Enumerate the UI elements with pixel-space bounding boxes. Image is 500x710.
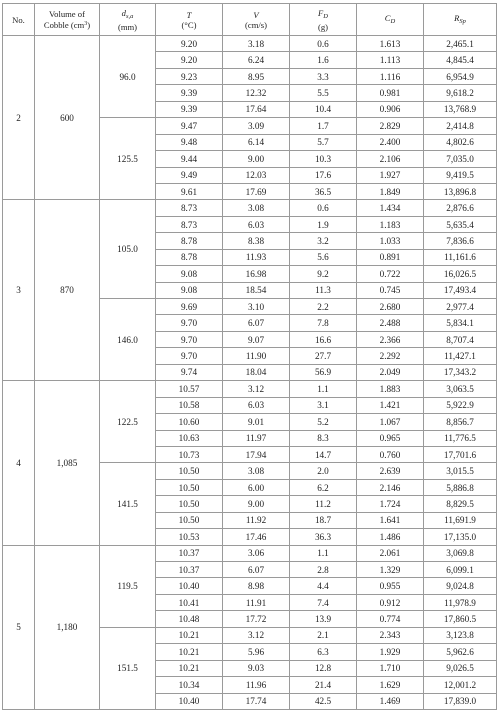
cell-reynolds: 5,922.9 [424,397,497,413]
cell-drag-force: 36.3 [290,529,357,545]
cell-drag-force: 36.5 [290,183,357,199]
cell-drag-coefficient: 1.434 [357,200,424,216]
cell-velocity: 8.98 [223,578,290,594]
cell-velocity: 5.96 [223,644,290,660]
cell-temperature: 10.21 [156,627,223,643]
cell-velocity: 9.00 [223,151,290,167]
cell-temperature: 10.58 [156,397,223,413]
cell-reynolds: 17,860.5 [424,611,497,627]
cell-drag-force: 5.6 [290,249,357,265]
cell-drag-coefficient: 0.722 [357,266,424,282]
cell-drag-force: 5.2 [290,414,357,430]
cell-drag-force: 14.7 [290,446,357,462]
cell-drag-coefficient: 1.329 [357,562,424,578]
cell-diameter: 119.5 [100,545,156,627]
cell-drag-coefficient: 1.629 [357,677,424,693]
cell-drag-force: 7.8 [290,315,357,331]
cell-diameter: 141.5 [100,463,156,545]
cell-reynolds: 2,977.4 [424,299,497,315]
header-no: No. [3,4,35,36]
cell-velocity: 11.90 [223,348,290,364]
cell-temperature: 9.08 [156,282,223,298]
cell-velocity: 3.10 [223,299,290,315]
cell-drag-force: 5.7 [290,134,357,150]
cell-velocity: 17.46 [223,529,290,545]
cell-reynolds: 11,161.6 [424,249,497,265]
table-row [3,36,497,52]
cell-temperature: 10.50 [156,479,223,495]
header-drag-coefficient: $C_D$ [357,4,424,36]
cell-reynolds: 5,886.8 [424,479,497,495]
cell-drag-force: 9.2 [290,266,357,282]
cell-drag-force: 4.4 [290,578,357,594]
cell-drag-force: 3.3 [290,68,357,84]
cell-drag-coefficient: 2.292 [357,348,424,364]
cell-temperature: 10.37 [156,562,223,578]
cell-velocity: 17.94 [223,446,290,462]
cell-temperature: 9.23 [156,68,223,84]
cell-temperature: 10.50 [156,496,223,512]
cell-drag-coefficient: 2.488 [357,315,424,331]
cell-temperature: 10.41 [156,594,223,610]
data-table [2,3,497,710]
cell-temperature: 10.40 [156,578,223,594]
cell-drag-force: 11.3 [290,282,357,298]
cell-drag-coefficient: 2.400 [357,134,424,150]
cell-diameter: 146.0 [100,299,156,381]
cell-drag-coefficient: 1.929 [357,644,424,660]
cell-velocity: 12.03 [223,167,290,183]
cell-drag-force: 2.0 [290,463,357,479]
cell-drag-coefficient: 1.183 [357,216,424,232]
cell-reynolds: 6,954.9 [424,68,497,84]
cell-drag-coefficient: 0.760 [357,446,424,462]
cell-reynolds: 3,123.8 [424,627,497,643]
cell-reynolds: 2,465.1 [424,36,497,52]
cell-temperature: 10.73 [156,446,223,462]
cell-diameter: 96.0 [100,36,156,118]
cell-drag-coefficient: 0.891 [357,249,424,265]
cell-reynolds: 3,069.8 [424,545,497,561]
cell-drag-coefficient: 2.061 [357,545,424,561]
cell-temperature: 10.60 [156,414,223,430]
cell-drag-force: 6.3 [290,644,357,660]
cell-temperature: 8.78 [156,233,223,249]
cell-group-no: 4 [3,381,35,545]
cell-reynolds: 2,414.8 [424,118,497,134]
cell-temperature: 10.21 [156,660,223,676]
cell-temperature: 10.63 [156,430,223,446]
cell-velocity: 12.32 [223,85,290,101]
cell-drag-force: 56.9 [290,364,357,380]
table-row [3,545,497,561]
cell-velocity: 6.03 [223,397,290,413]
cell-drag-coefficient: 0.912 [357,594,424,610]
cell-reynolds: 9,419.5 [424,167,497,183]
cell-drag-coefficient: 1.849 [357,183,424,199]
cell-drag-force: 16.6 [290,331,357,347]
cell-cobble-volume: 870 [35,200,100,381]
cell-reynolds: 2,876.6 [424,200,497,216]
header-volume: Volume of Cobble $(cm^3)$ [35,4,100,36]
cell-temperature: 8.73 [156,216,223,232]
cell-reynolds: 7,836.6 [424,233,497,249]
cell-reynolds: 17,839.0 [424,693,497,709]
cell-velocity: 3.12 [223,381,290,397]
cell-temperature: 10.21 [156,644,223,660]
cell-reynolds: 17,135.0 [424,529,497,545]
cell-drag-force: 1.1 [290,381,357,397]
cell-reynolds: 8,856.7 [424,414,497,430]
cell-velocity: 17.72 [223,611,290,627]
cell-temperature: 10.40 [156,693,223,709]
cell-diameter: 105.0 [100,200,156,299]
cell-velocity: 17.74 [223,693,290,709]
cell-velocity: 11.97 [223,430,290,446]
cell-drag-force: 7.4 [290,594,357,610]
cell-temperature: 9.70 [156,348,223,364]
cell-drag-coefficient: 2.106 [357,151,424,167]
cell-velocity: 3.09 [223,118,290,134]
cell-reynolds: 3,063.5 [424,381,497,397]
cell-drag-force: 12.8 [290,660,357,676]
cell-velocity: 11.92 [223,512,290,528]
cell-reynolds: 5,962.6 [424,644,497,660]
cell-drag-coefficient: 2.829 [357,118,424,134]
cell-reynolds: 8,829.5 [424,496,497,512]
cell-temperature: 9.39 [156,85,223,101]
cell-drag-force: 42.5 [290,693,357,709]
cell-drag-force: 8.3 [290,430,357,446]
cell-velocity: 9.01 [223,414,290,430]
cell-temperature: 9.49 [156,167,223,183]
cell-drag-force: 2.2 [290,299,357,315]
cell-velocity: 11.91 [223,594,290,610]
cell-drag-force: 21.4 [290,677,357,693]
cell-drag-force: 13.9 [290,611,357,627]
table-body [3,36,497,710]
cell-temperature: 9.47 [156,118,223,134]
cell-temperature: 10.50 [156,463,223,479]
cell-temperature: 9.39 [156,101,223,117]
cell-drag-coefficient: 1.469 [357,693,424,709]
cell-temperature: 9.48 [156,134,223,150]
cell-drag-force: 1.1 [290,545,357,561]
cell-cobble-volume: 1,180 [35,545,100,709]
cell-drag-coefficient: 1.421 [357,397,424,413]
cell-drag-coefficient: 1.927 [357,167,424,183]
cell-temperature: 9.08 [156,266,223,282]
cell-drag-coefficient: 2.366 [357,331,424,347]
cell-drag-coefficient: 0.981 [357,85,424,101]
cell-velocity: 17.64 [223,101,290,117]
cell-temperature: 8.78 [156,249,223,265]
cell-drag-force: 1.6 [290,52,357,68]
cell-drag-force: 17.6 [290,167,357,183]
cell-velocity: 3.18 [223,36,290,52]
cell-drag-force: 5.5 [290,85,357,101]
cell-reynolds: 5,834.1 [424,315,497,331]
cell-reynolds: 9,024.8 [424,578,497,594]
cell-reynolds: 3,015.5 [424,463,497,479]
cell-reynolds: 17,701.6 [424,446,497,462]
cell-drag-coefficient: 1.613 [357,36,424,52]
cell-temperature: 9.69 [156,299,223,315]
cell-group-no: 3 [3,200,35,381]
cell-velocity: 16.98 [223,266,290,282]
cell-temperature: 9.70 [156,315,223,331]
cell-velocity: 17.69 [223,183,290,199]
cell-reynolds: 17,493.4 [424,282,497,298]
cell-temperature: 10.50 [156,512,223,528]
cell-cobble-volume: 600 [35,36,100,200]
cell-reynolds: 8,707.4 [424,331,497,347]
cell-velocity: 3.12 [223,627,290,643]
header-velocity: V (cm/s) [223,4,290,36]
cell-drag-force: 3.2 [290,233,357,249]
cell-drag-coefficient: 2.146 [357,479,424,495]
cell-drag-coefficient: 1.641 [357,512,424,528]
cell-temperature: 10.48 [156,611,223,627]
cell-drag-coefficient: 0.906 [357,101,424,117]
cell-drag-force: 1.7 [290,118,357,134]
cell-velocity: 11.96 [223,677,290,693]
cell-velocity: 6.14 [223,134,290,150]
cell-reynolds: 12,001.2 [424,677,497,693]
header-diameter: $d_{s,a}$ (mm) [100,4,156,36]
cell-velocity: 8.38 [223,233,290,249]
cell-temperature: 9.70 [156,331,223,347]
cell-temperature: 10.34 [156,677,223,693]
cell-velocity: 6.07 [223,315,290,331]
cell-group-no: 5 [3,545,35,709]
cell-reynolds: 11,776.5 [424,430,497,446]
cell-cobble-volume: 1,085 [35,381,100,545]
cell-temperature: 9.20 [156,36,223,52]
cell-drag-coefficient: 1.113 [357,52,424,68]
cell-drag-force: 10.3 [290,151,357,167]
header-reynolds: $R_{Sp}$ [424,4,497,36]
cell-drag-coefficient: 1.486 [357,529,424,545]
cell-drag-coefficient: 2.049 [357,364,424,380]
cell-reynolds: 13,768.9 [424,101,497,117]
cell-drag-coefficient: 1.067 [357,414,424,430]
cell-drag-force: 2.1 [290,627,357,643]
cell-drag-coefficient: 0.774 [357,611,424,627]
cell-drag-coefficient: 0.745 [357,282,424,298]
cell-velocity: 9.03 [223,660,290,676]
cell-diameter: 122.5 [100,381,156,463]
cell-reynolds: 5,635.4 [424,216,497,232]
cell-reynolds: 9,618.2 [424,85,497,101]
cell-group-no: 2 [3,36,35,200]
table-header [3,4,497,36]
cell-drag-force: 0.6 [290,200,357,216]
cell-temperature: 9.61 [156,183,223,199]
cell-reynolds: 11,691.9 [424,512,497,528]
cell-velocity: 18.54 [223,282,290,298]
cell-temperature: 10.37 [156,545,223,561]
cell-reynolds: 4,845.4 [424,52,497,68]
cell-reynolds: 6,099.1 [424,562,497,578]
table-row [3,381,497,397]
cell-temperature: 10.53 [156,529,223,545]
cell-drag-force: 2.8 [290,562,357,578]
cell-reynolds: 11,978.9 [424,594,497,610]
cell-drag-force: 11.2 [290,496,357,512]
cell-drag-coefficient: 1.033 [357,233,424,249]
cell-drag-coefficient: 0.955 [357,578,424,594]
cell-velocity: 3.08 [223,200,290,216]
cell-velocity: 3.08 [223,463,290,479]
cell-velocity: 11.93 [223,249,290,265]
cell-drag-force: 10.4 [290,101,357,117]
cell-velocity: 6.07 [223,562,290,578]
cell-drag-coefficient: 1.883 [357,381,424,397]
cell-velocity: 18.04 [223,364,290,380]
cell-reynolds: 4,802.6 [424,134,497,150]
cell-velocity: 9.07 [223,331,290,347]
cell-drag-coefficient: 2.639 [357,463,424,479]
cell-reynolds: 9,026.5 [424,660,497,676]
cell-velocity: 6.00 [223,479,290,495]
cell-diameter: 151.5 [100,627,156,709]
cell-drag-force: 0.6 [290,36,357,52]
cell-drag-coefficient: 1.116 [357,68,424,84]
cell-velocity: 6.24 [223,52,290,68]
cell-drag-coefficient: 2.343 [357,627,424,643]
table-row [3,200,497,216]
cell-temperature: 9.44 [156,151,223,167]
cell-drag-force: 27.7 [290,348,357,364]
cell-velocity: 8.95 [223,68,290,84]
cell-drag-coefficient: 0.965 [357,430,424,446]
header-temperature: T (°C) [156,4,223,36]
cell-drag-force: 1.9 [290,216,357,232]
cell-reynolds: 11,427.1 [424,348,497,364]
cell-drag-coefficient: 1.724 [357,496,424,512]
cell-drag-coefficient: 1.710 [357,660,424,676]
cell-diameter: 125.5 [100,118,156,200]
cell-reynolds: 17,343.2 [424,364,497,380]
cell-reynolds: 7,035.0 [424,151,497,167]
cell-temperature: 8.73 [156,200,223,216]
cell-drag-coefficient: 2.680 [357,299,424,315]
cell-velocity: 3.06 [223,545,290,561]
cell-temperature: 9.74 [156,364,223,380]
cell-reynolds: 13,896.8 [424,183,497,199]
cell-drag-force: 3.1 [290,397,357,413]
cell-reynolds: 16,026.5 [424,266,497,282]
cell-temperature: 9.20 [156,52,223,68]
header-drag-force: $F_D$ (g) [290,4,357,36]
cell-drag-force: 6.2 [290,479,357,495]
cell-velocity: 9.00 [223,496,290,512]
cell-temperature: 10.57 [156,381,223,397]
cell-velocity: 6.03 [223,216,290,232]
cell-drag-force: 18.7 [290,512,357,528]
